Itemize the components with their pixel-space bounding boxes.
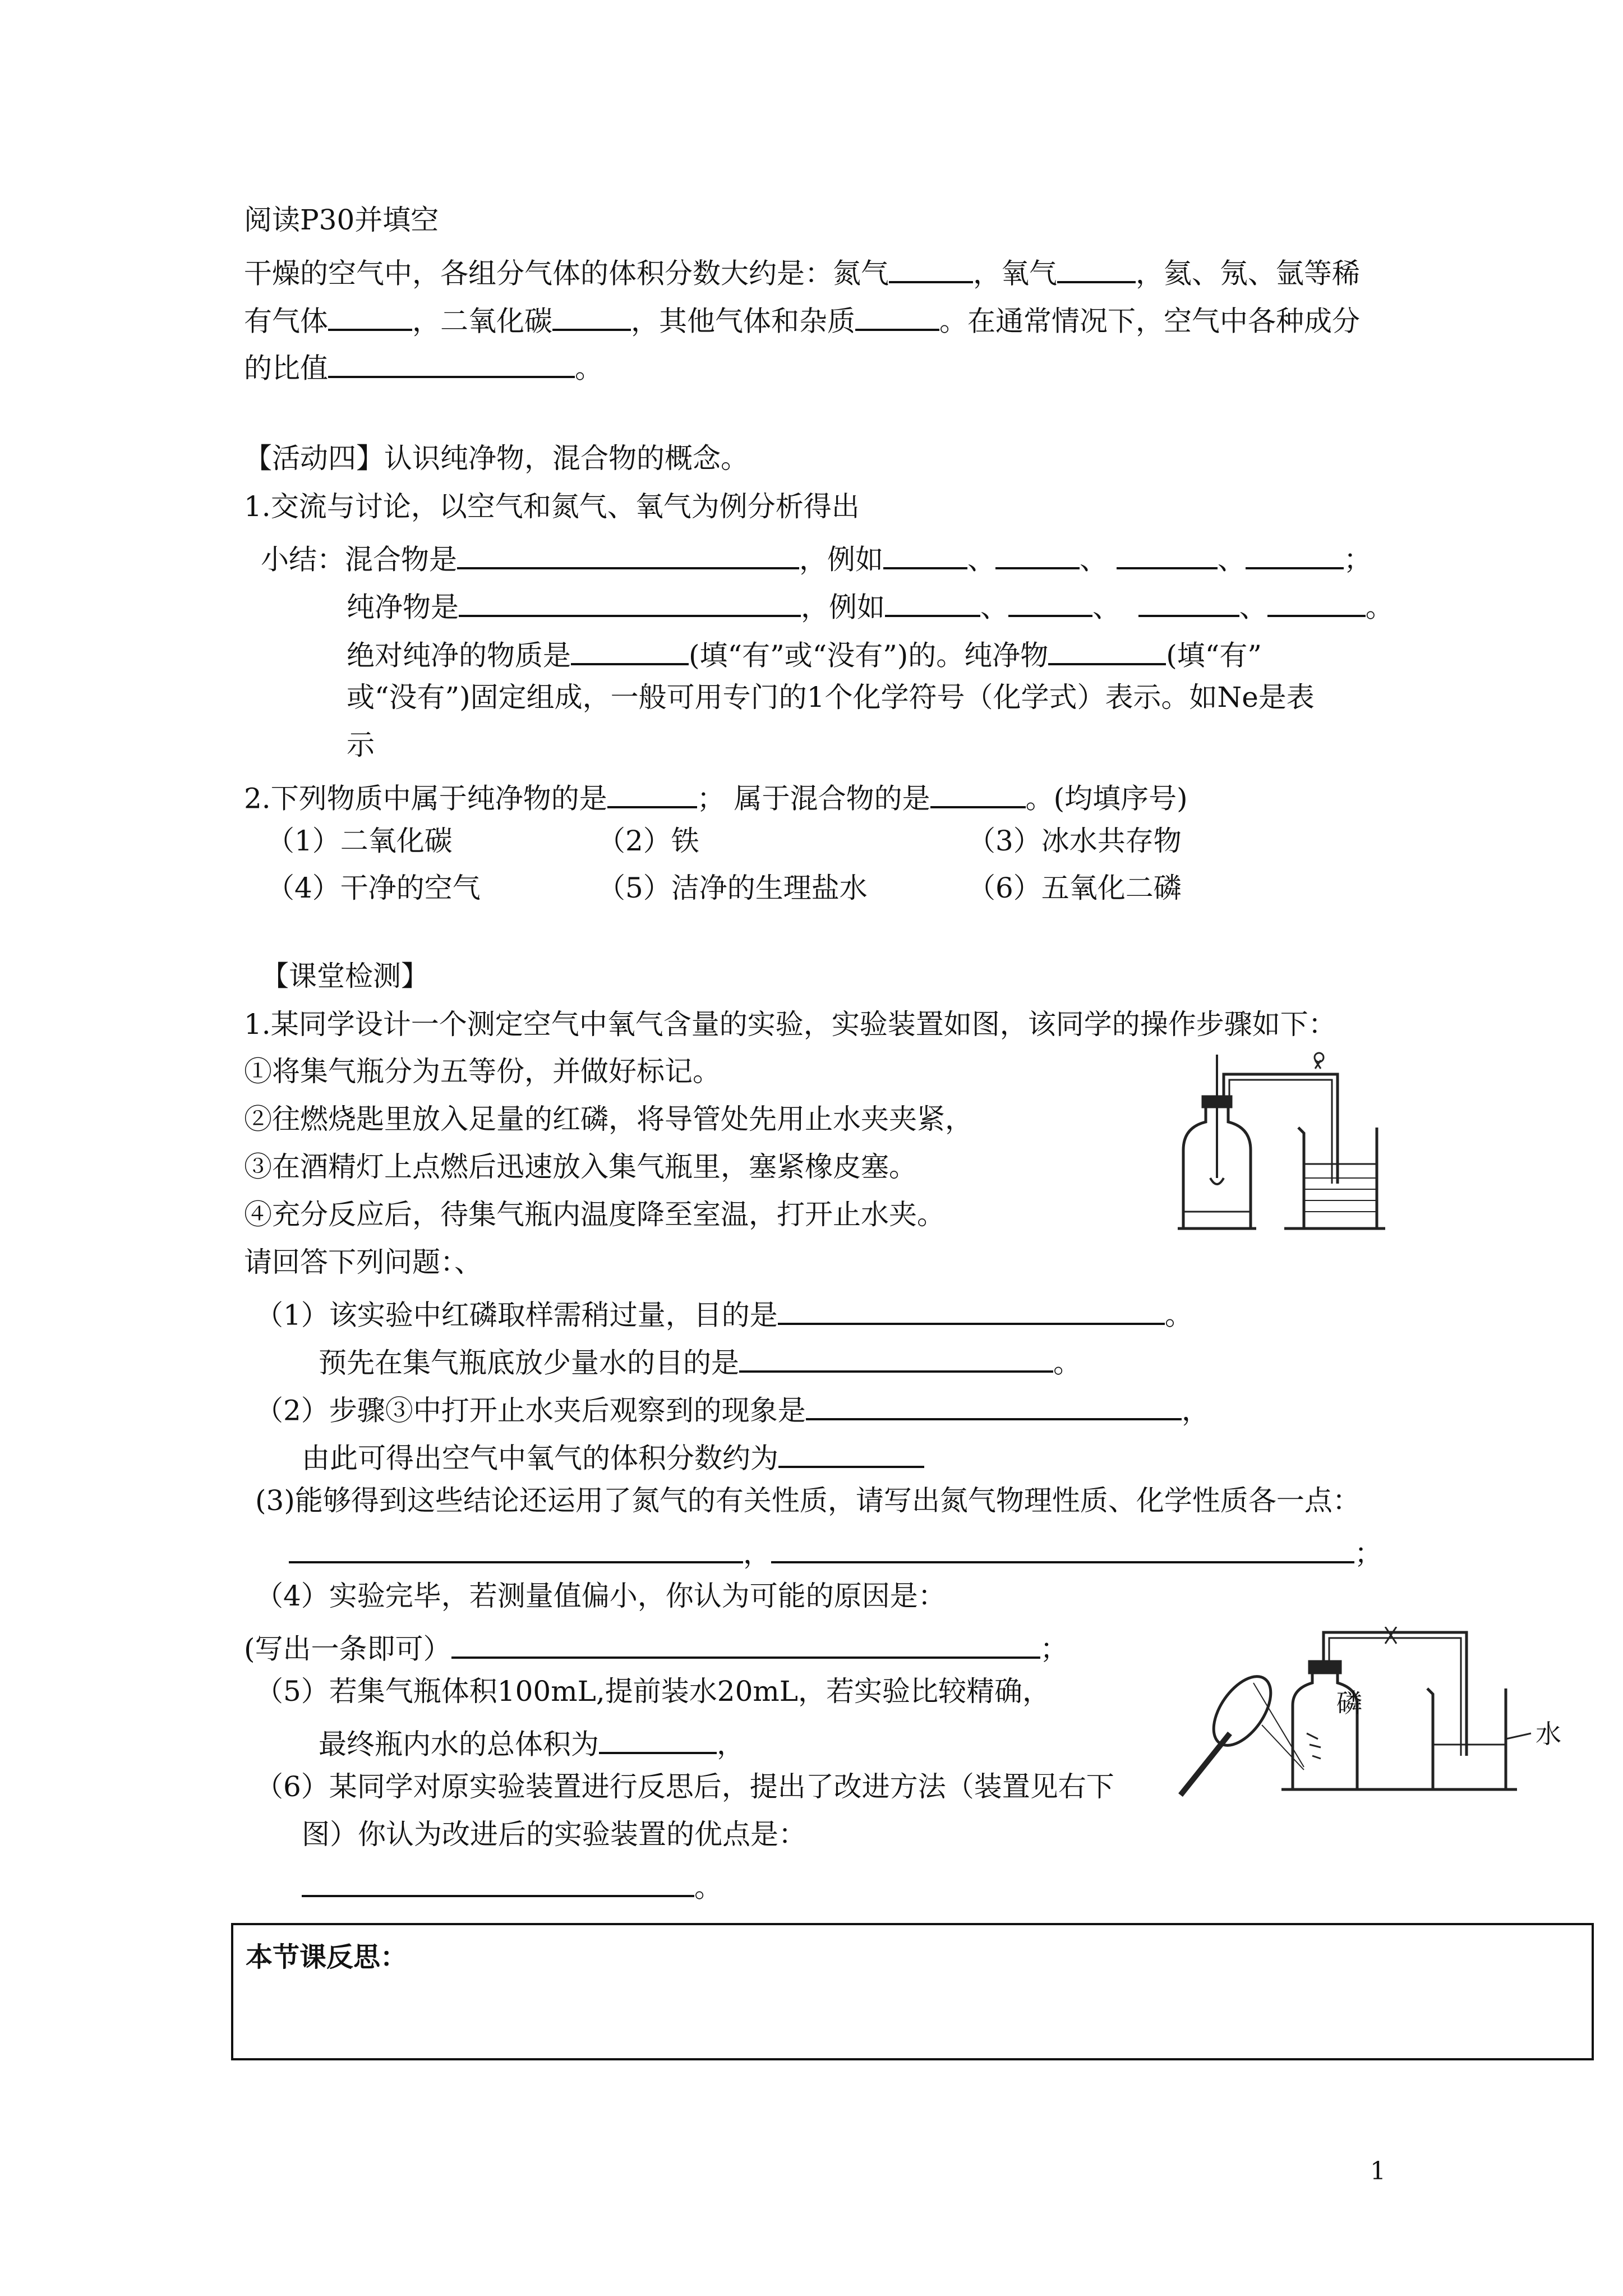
summary-absolute: 绝对纯净的物质是 (填“有”或“没有”)的。纯净物 (填“有” <box>347 633 1262 673</box>
step-4: ④充分反应后，待集气瓶内温度降至室温，打开止水夹。 <box>244 1198 945 1231</box>
read-line-3: 的比值 。 <box>244 346 603 385</box>
answer-3: (3)能够得到这些结论还运用了氮气的有关性质，请写出氮气物理性质、化学性质各一点： <box>255 1484 1361 1517</box>
test-q1: 1.某同学设计一个测定空气中氧气含量的实验，实验装置如图，该同学的操作步骤如下： <box>244 1008 1336 1041</box>
answer-2: （2）步骤③中打开止水夹后观察到的现象是 ， <box>255 1388 1210 1428</box>
step-2: ②往燃烧匙里放入足量的红磷，将导管处先用止水夹夹紧， <box>244 1103 973 1135</box>
blank-chemical-property[interactable] <box>771 1531 1354 1563</box>
activity4-q1: 1.交流与讨论，以空气和氮气、氧气为例分析得出 <box>244 490 860 523</box>
blank-mixture-ex3[interactable] <box>1117 537 1218 569</box>
blank-nitrogen[interactable] <box>889 251 973 283</box>
reflection-title: 本节课反思： <box>246 1941 408 1973</box>
answer-1b: 预先在集气瓶底放少量水的目的是 。 <box>319 1341 1081 1380</box>
read-line-1: 干燥的空气中，各组分气体的体积分数大约是：氮气 ，氧气 ，氦、氖、氩等稀 <box>244 251 1360 291</box>
answer-5b: 最终瓶内水的总体积为 ， <box>319 1722 745 1761</box>
blank-physical-property[interactable] <box>289 1531 743 1563</box>
answer-6b: 图）你认为改进后的实验装置的优点是： <box>302 1818 806 1851</box>
apparatus-figure-2 <box>1169 1627 1584 1812</box>
answer-1: （1）该实验中红磷取样需稍过量，目的是 。 <box>255 1293 1193 1332</box>
answer-4b: (写出一条即可） ； <box>244 1627 1068 1666</box>
answer-6: （6）某同学对原实验装置进行反思后，提出了改进方法（装置见右下 <box>255 1770 1114 1803</box>
blank-mixture-ex4[interactable] <box>1246 537 1344 569</box>
blank-mixture-ex2[interactable] <box>995 537 1080 569</box>
blank-co2[interactable] <box>552 299 631 331</box>
page-number: 1 <box>1370 2157 1386 2185</box>
blank-other-gas[interactable] <box>855 299 939 331</box>
option-6: （6）五氧化二磷 <box>967 872 1182 904</box>
blank-pure-ex3[interactable] <box>1138 585 1239 617</box>
blank-advantage[interactable] <box>302 1865 694 1897</box>
blank-pure-items[interactable] <box>607 776 697 808</box>
blank-pure-ex1[interactable] <box>885 585 980 617</box>
option-5: （5）洁净的生理盐水 <box>597 872 868 904</box>
blank-fixed-composition[interactable] <box>1048 633 1166 665</box>
reflection-box[interactable] <box>231 1923 1594 2060</box>
answer-2b: 由此可得出空气中氧气的体积分数约为 <box>302 1436 924 1475</box>
blank-noble-gas[interactable] <box>328 299 412 331</box>
step-1: ①将集气瓶分为五等份，并做好标记。 <box>244 1055 721 1088</box>
answer-3b: ， ； <box>289 1531 1382 1571</box>
step-3: ③在酒精灯上点燃后迅速放入集气瓶里，塞紧橡皮塞。 <box>244 1151 917 1183</box>
test-ask: 请回答下列问题：、 <box>244 1246 482 1278</box>
blank-pure-def[interactable] <box>459 585 801 617</box>
summary-pure: 纯净物是 ，例如 、 、 、 。 <box>347 585 1394 624</box>
option-4: （4）干净的空气 <box>266 872 481 904</box>
blank-ratio[interactable] <box>328 346 575 378</box>
blank-low-reason[interactable] <box>451 1627 1040 1659</box>
blank-oxygen-fraction[interactable] <box>778 1436 924 1468</box>
blank-absolute-pure[interactable] <box>571 633 689 665</box>
activity4-q2: 2.下列物质中属于纯净物的是 ； 属于混合物的是 。(均填序号) <box>244 776 1188 816</box>
option-3: （3）冰水共存物 <box>967 825 1182 857</box>
test-title: 【课堂检测】 <box>261 960 429 992</box>
blank-mixture-ex1[interactable] <box>883 537 967 569</box>
summary-line-5: 示 <box>347 729 375 761</box>
answer-4: （4）实验完毕，若测量值偏小，你认为可能的原因是： <box>255 1580 946 1612</box>
blank-excess-purpose[interactable] <box>778 1293 1165 1325</box>
blank-pure-ex2[interactable] <box>1008 585 1092 617</box>
blank-pure-ex4[interactable] <box>1267 585 1366 617</box>
activity4-title: 【活动四】认识纯净物，混合物的概念。 <box>244 442 749 475</box>
read-line-2: 有气体 ，二氧化碳 ，其他气体和杂质 。在通常情况下，空气中各种成分 <box>244 299 1360 338</box>
option-1: （1）二氧化碳 <box>266 825 453 857</box>
label-phosphorus: 磷 <box>1336 1688 1362 1718</box>
blank-water-purpose[interactable] <box>739 1341 1053 1373</box>
answer-5: （5）若集气瓶体积100mL,提前装水20mL，若实验比较精确， <box>255 1675 1050 1708</box>
apparatus-figure-1 <box>1172 1043 1396 1240</box>
blank-oxygen[interactable] <box>1057 251 1136 283</box>
summary-line-4: 或“没有”)固定组成，一般可用专门的1个化学符号（化学式）表示。如Ne是表 <box>347 681 1315 714</box>
label-water: 水 <box>1536 1719 1561 1749</box>
blank-mixture-def[interactable] <box>457 537 799 569</box>
blank-phenomenon[interactable] <box>806 1388 1182 1420</box>
read-title: 阅读P30并填空 <box>244 204 439 236</box>
blank-final-volume[interactable] <box>599 1722 717 1754</box>
answer-6c: 。 <box>302 1865 722 1904</box>
blank-mixture-items[interactable] <box>930 776 1026 808</box>
summary-mixture: 小结：混合物是 ，例如 、 、 、 ； <box>261 537 1372 577</box>
option-2: （2）铁 <box>597 825 699 857</box>
